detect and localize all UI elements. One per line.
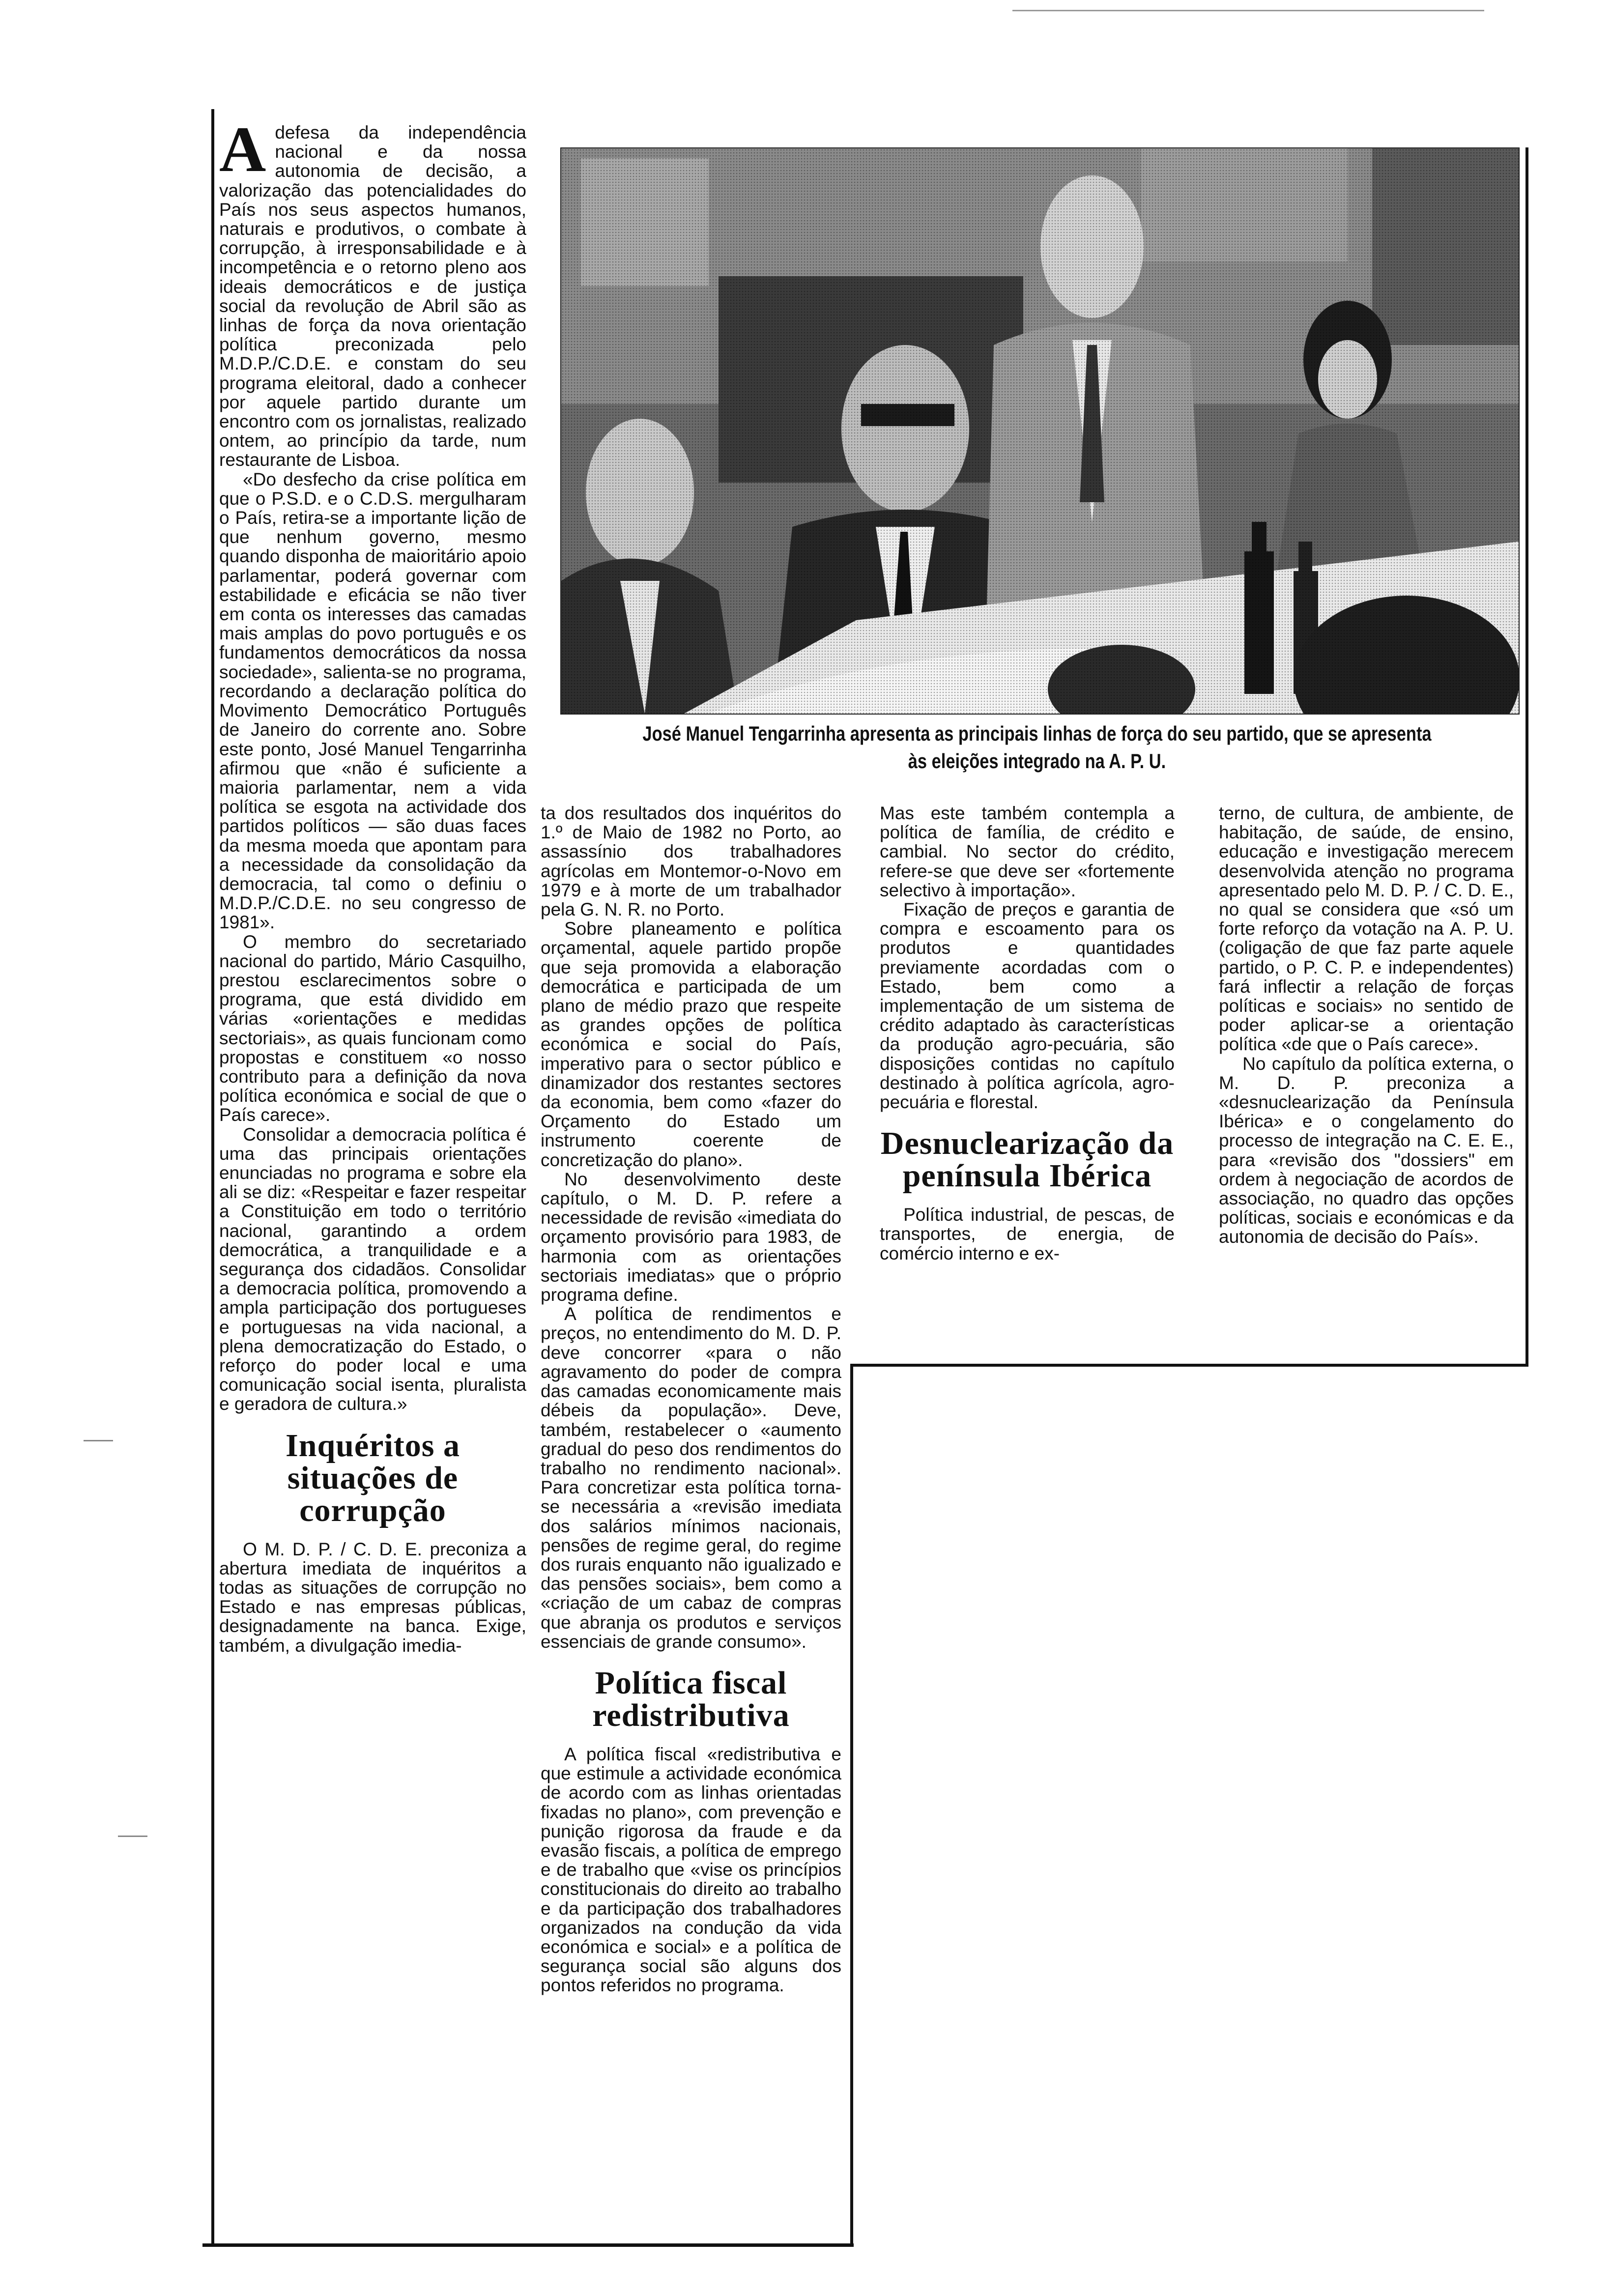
paragraph: «Do desfecho da crise política em que o P.S.D. e o C.D.S. mergulharam o País, retira-se a importante lição de que nenhum governo, mesmo quando disponha de maioritário apoio parlamentar, poderá governar com estabilidade e eficácia se não tiver em conta os interesses das camadas mais amplas do povo português e os fundamentos democráticos da nossa sociedade», salienta-se no programa, recordando a declaração política do Movimento Democrático Português de Janeiro do corrente ano. Sobre este ponto, José Manuel Tengarrinha afirmou que «não é suficiente a maioria parlamentar, nem a vida política se esgota na actividade dos partidos políticos — são duas faces da mesma moeda que apontam para a necessidade da consolidação da democracia, tal como o definiu o M.D.P./C.D.E. no seu congresso de 1981». xyxy=(219,469,526,933)
horizontal-step-rule xyxy=(850,1364,1528,1367)
paragraph: ta dos resultados dos inquéritos do 1.º de Maio de 1982 no Porto, ao assassínio dos trabalhadores agrícolas em Montemor-o-Novo em 1979 e à morte de um trabalhador pela G. N. R. no Porto. xyxy=(541,804,841,920)
margin-tick-1 xyxy=(84,1440,113,1441)
paragraph: Fixação de preços e garantia de compra e escoamento para os produtos e quantidades previamente acordadas com o Estado, bem como a implementação de um sistema de crédito adaptado às características da produção agro-pecuária, são disposições contidas no capítulo destinado à política agrícola, agro-pecuária e florestal. xyxy=(880,899,1175,1113)
paragraph: terno, de cultura, de ambiente, de habitação, de saúde, de ensino, educação e investigação merecem desenvolvida atenção no programa apresentado pelo M. D. P. / C. D. E., no qual se considera que «só um forte reforço da votação na A. P. U. (coligação de que faz parte aquele partido, o P. C. P. e independentes) fará inflectir a relação de forças políticas e sociais» no sentido de poder aplicar-se a orientação política «de que o País carece». xyxy=(1219,804,1514,1055)
press-photo-men-at-table-icon xyxy=(561,148,1519,714)
top-right-hairline xyxy=(1012,10,1484,11)
left-border-rule xyxy=(211,109,214,2247)
paragraph: A política fiscal «redistributiva e que estimule a actividade económica de acordo com as linhas orientadas fixadas no plano», com prevenção e punição rigorosa da fraude e da evasão fiscais, a política de emprego e de trabalho que «vise os princípios constitucionais do direito ao trabalho e da participação dos trabalhadores organizados na condução da vida económica e social» e a política de segurança social são alguns dos pontos referidos no programa. xyxy=(541,1744,841,1996)
section-heading-inqueritos: Inquéritos a situações de corrupção xyxy=(286,1427,460,1528)
section-heading-desnuclearizacao: Desnuclearização da península Ibérica xyxy=(880,1125,1174,1194)
paragraph: O membro do secretariado nacional do partido, Mário Casquilho, prestou esclarecimentos sobre o programa, que está dividido em várias «orientações e medidas sectoriais», as quais funcionam como propostas e constituem «o nosso contributo para a definição da nova política económica e social de que o País carece». xyxy=(219,931,526,1125)
paragraph: Política industrial, de pescas, de transportes, de energia, de comércio interno e ex- xyxy=(880,1205,1175,1263)
article-column-1 xyxy=(219,123,526,2236)
paragraph: Sobre planeamento e política orçamental, aquele partido propõe que seja promovida a elaboração democrática e participada de um plano de médio prazo que respeite as grandes opções de política económica e social do País, imperativo para o sector público e dinamizador dos restantes sectores da economia, bem como «fazer do Orçamento do Estado um instrumento coerente de concretização do plano». xyxy=(541,918,841,1170)
press-photo xyxy=(560,147,1520,715)
paragraph: No desenvolvimento deste capítulo, o M. D. P. refere a necessidade de revisão «imediata do orçamento provisório para 1983, de harmonia com as orientações sectoriais imediatas» que o próprio programa define. xyxy=(541,1169,841,1305)
bottom-border-rule xyxy=(202,2243,854,2247)
article-column-2 xyxy=(541,804,841,2239)
paragraph: Consolidar a democracia política é uma das principais orientações enunciadas no programa e sobre ela ali se diz: «Respeitar e fazer respeitar a Constituição em todo o território nacional, garantindo a ordem democrática, a tranquilidade e a segurança dos cidadãos. Consolidar a democracia política, promovendo a ampla participação dos portugueses e portuguesas na vida nacional, a plena democratização do Estado, o reforço do poder local e uma comunicação social isenta, pluralista e geradora de cultura.» xyxy=(219,1124,526,1414)
article-column-3 xyxy=(880,804,1175,1359)
drop-cap: A xyxy=(219,123,266,185)
right-border-rule-upper xyxy=(1526,147,1528,1366)
paragraph: A política de rendimentos e preços, no entendimento do M. D. P. deve concorrer «para o não agravamento do poder de compra das camadas economicamente mais débeis da população». Deve, também, restabelecer o «aumento gradual do peso dos rendimentos do trabalho no rendimento nacional». Para concretizar esta política torna-se necessária a «revisão imediata dos salários mínimos nacionais, pensões de regime geral, do regime dos rurais enquanto não igualizado e das pensões sociais», bem como a «criação de um cabaz de compras que abranja os produtos e serviços essenciais de grande consumo». xyxy=(541,1304,841,1652)
photo-caption: José Manuel Tengarrinha apresenta as principais linhas de força do seu partido, que se apresenta às eleições integrado na A. P. U. xyxy=(642,722,1432,773)
lead-paragraph xyxy=(219,123,526,470)
article-column-4 xyxy=(1219,804,1514,1359)
lead-paragraph-text: defesa da independência nacional e da nossa autonomia de decisão, a valorização das potencialidades do País nos seus aspectos humanos, naturais e produtivos, o combate à corrupção, à irresponsabilidade e à incompetência e o retorno pleno aos ideais democráticos e de justiça social da revolução de Abril são as linhas de força da nova orientação política preconizada pelo M.D.P./C.D.E. e constam do seu programa eleitoral, dado a conhecer por aquele partido durante um encontro com os jornalistas, realizado ontem, ao princípio da tarde, num restaurante de Lisboa. xyxy=(219,123,526,470)
section-heading-politica-fiscal: Política fiscal redistributiva xyxy=(592,1665,790,1733)
right-border-rule-lower xyxy=(850,1364,853,2247)
margin-tick-2 xyxy=(118,1836,147,1837)
paragraph: No capítulo da política externa, o M. D. P. preconiza a «desnuclearização da Península Ibérica» e o congelamento do processo de integração na C. E. E., para «revisão dos "dossiers" em ordem à negociação de acordos de associação, no quadro das opções políticas, sociais e económicas e da autonomia de decisão do País». xyxy=(1219,1053,1514,1247)
paragraph: Mas este também contempla a política de família, de crédito e cambial. No sector do crédito, refere-se que deve ser «fortemente selectivo à importação». xyxy=(880,804,1175,900)
paragraph: O M. D. P. / C. D. E. preconiza a abertura imediata de inquéritos a todas as situações de corrupção no Estado e nas empresas públicas, designadamente na banca. Exige, também, a divulgação imedia- xyxy=(219,1539,526,1656)
